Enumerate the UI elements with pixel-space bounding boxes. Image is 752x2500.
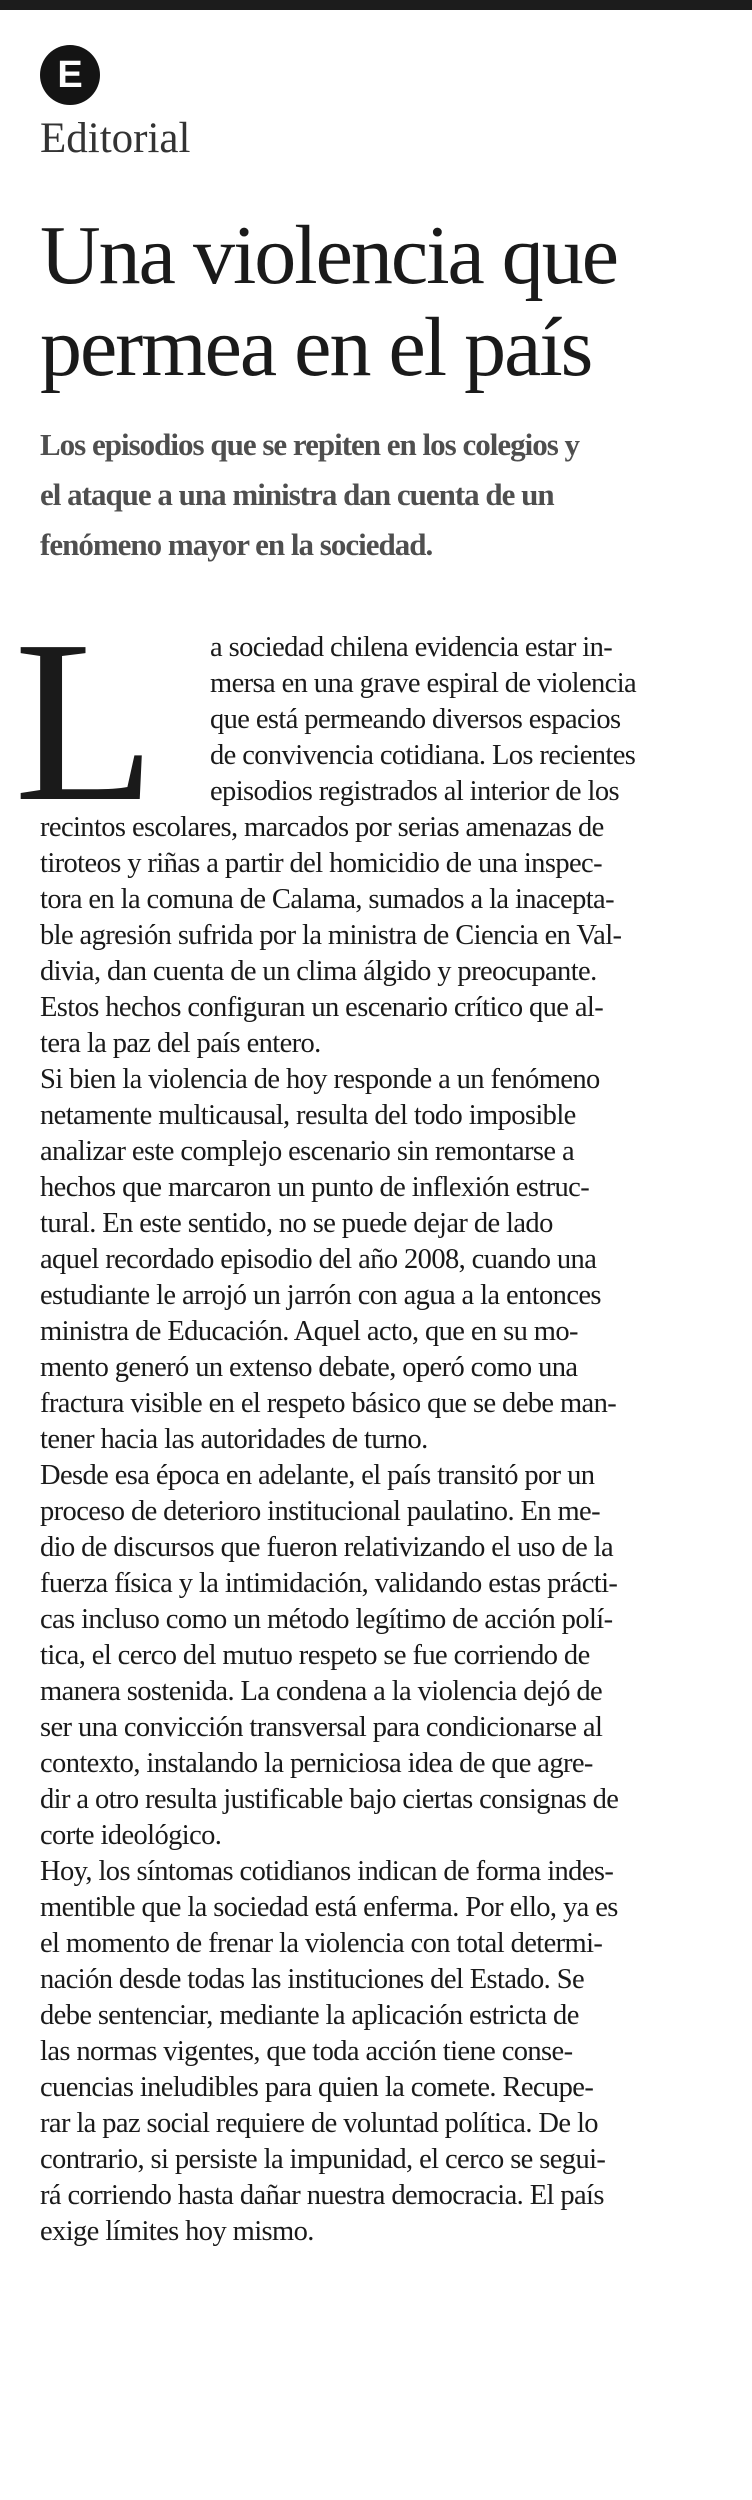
body-line: a sociedad chilena evidencia estar in-	[210, 632, 613, 663]
body-line: proceso de deterioro institucional paulatino. En me-	[40, 1496, 600, 1527]
body-line: tener hacia las autoridades de turno.	[40, 1424, 428, 1455]
body-line: episodios registrados al interior de los	[210, 776, 619, 807]
body-line: rar la paz social requiere de voluntad política. De lo	[40, 2108, 598, 2139]
deck	[40, 420, 740, 570]
body-line: recintos escolares, marcados por serias amenazas de	[40, 812, 604, 843]
deck-line: el ataque a una ministra dan cuenta de un	[40, 477, 554, 512]
section-badge: E	[40, 45, 100, 105]
body-line: aquel recordado episodio del año 2008, cuando una	[40, 1244, 597, 1275]
body-line: cuencias ineludibles para quien la comete. Recupe-	[40, 2072, 594, 2103]
body-line: ble agresión sufrida por la ministra de Ciencia en Val-	[40, 920, 622, 951]
body-line: ser una convicción transversal para condicionarse al	[40, 1712, 603, 1743]
body-line: corte ideológico.	[40, 1820, 222, 1851]
headline-line: permea en el país	[40, 301, 592, 394]
body-line: contexto, instalando la perniciosa idea de que agre-	[40, 1748, 593, 1779]
body-line: contrario, si persiste la impunidad, el cerco se segui-	[40, 2144, 606, 2175]
body-line: manera sostenida. La condena a la violencia dejó de	[40, 1676, 603, 1707]
body-line: tural. En este sentido, no se puede dejar de lado	[40, 1208, 553, 1239]
body-line: Si bien la violencia de hoy responde a un fenómeno	[40, 1064, 600, 1095]
body-line: Hoy, los síntomas cotidianos indican de forma indes-	[40, 1856, 614, 1887]
body-line: fractura visible en el respeto básico que se debe man-	[40, 1388, 617, 1419]
body-line: Estos hechos configuran un escenario crítico que al-	[40, 992, 604, 1023]
body-line: analizar este complejo escenario sin remontarse a	[40, 1136, 575, 1167]
body-line: exige límites hoy mismo.	[40, 2216, 314, 2247]
body-line: rá corriendo hasta dañar nuestra democracia. El país	[40, 2180, 604, 2211]
body-line: mento generó un extenso debate, operó como una	[40, 1352, 578, 1383]
body-line: dio de discursos que fueron relativizando el uso de la	[40, 1532, 614, 1563]
body-line: el momento de frenar la violencia con total determi-	[40, 1928, 603, 1959]
body-line: tora en la comuna de Calama, sumados a la inacepta-	[40, 884, 614, 915]
body-line: cas incluso como un método legítimo de acción polí-	[40, 1604, 613, 1635]
body-line: que está permeando diversos espacios	[210, 704, 621, 735]
body-line: netamente multicausal, resulta del todo imposible	[40, 1100, 576, 1131]
body-line: tera la paz del país entero.	[40, 1028, 321, 1059]
body-line: mentible que la sociedad está enferma. Por ello, ya es	[40, 1892, 618, 1923]
body-line: ministra de Educación. Aquel acto, que en su mo-	[40, 1316, 578, 1347]
body-line: de convivencia cotidiana. Los recientes	[210, 740, 636, 771]
top-rule	[0, 0, 752, 10]
headline-line: Una violencia que	[40, 209, 618, 302]
body-line: dir a otro resulta justificable bajo ciertas consignas de	[40, 1784, 619, 1815]
body-line: debe sentenciar, mediante la aplicación estricta de	[40, 2000, 579, 2031]
headline	[40, 210, 740, 394]
dropcap: L	[14, 593, 156, 850]
body-line: Desde esa época en adelante, el país transitó por un	[40, 1460, 595, 1491]
deck-line: fenómeno mayor en la sociedad.	[40, 527, 433, 562]
body-line: tiroteos y riñas a partir del homicidio de una inspec-	[40, 848, 602, 879]
article-body	[40, 630, 740, 2250]
body-line: las normas vigentes, que toda acción tiene conse-	[40, 2036, 573, 2067]
section-label: Editorial	[40, 115, 191, 162]
body-line: mersa en una grave espiral de violencia	[210, 668, 637, 699]
deck-line: Los episodios que se repiten en los colegios y	[40, 427, 580, 462]
body-line: estudiante le arrojó un jarrón con agua a la entonces	[40, 1280, 601, 1311]
body-line: hechos que marcaron un punto de inflexión estruc-	[40, 1172, 590, 1203]
body-line: fuerza física y la intimidación, validando estas prácti-	[40, 1568, 618, 1599]
body-line: divia, dan cuenta de un clima álgido y preocupante.	[40, 956, 597, 987]
body-line: tica, el cerco del mutuo respeto se fue corriendo de	[40, 1640, 590, 1671]
body-line: nación desde todas las instituciones del Estado. Se	[40, 1964, 585, 1995]
